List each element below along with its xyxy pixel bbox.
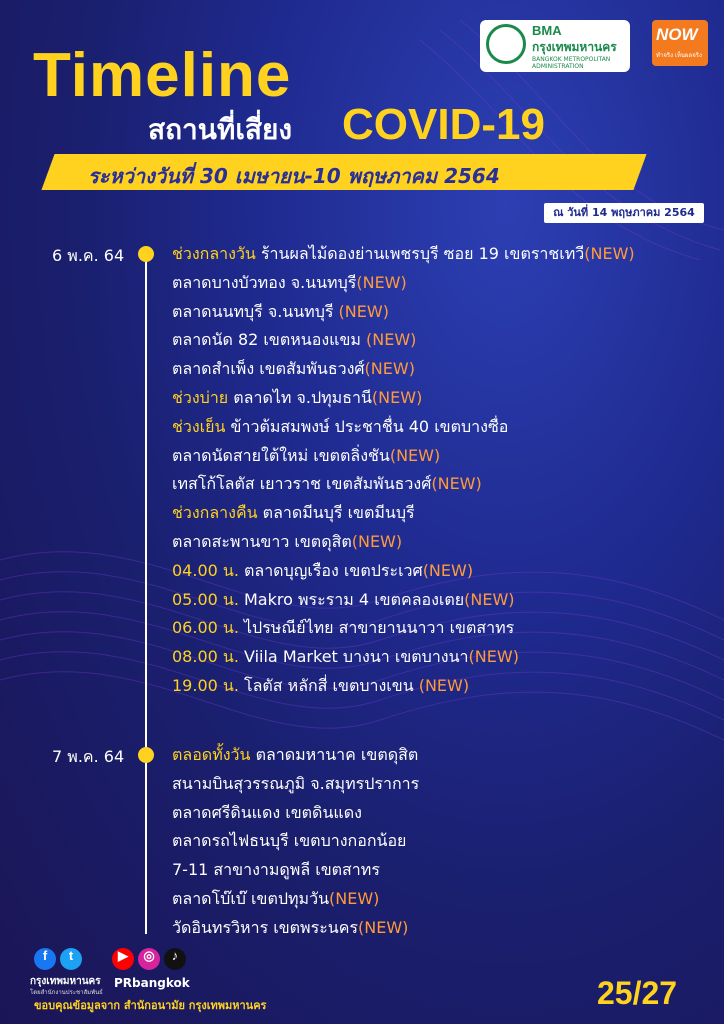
entry-location: ตลาดมีนบุรี เขตมีนบุรี: [262, 503, 415, 523]
timeline-entry: [172, 885, 419, 914]
timeline-entry: [172, 586, 635, 615]
bma-logo-title: BMA: [532, 23, 562, 38]
timeline-entry: [172, 384, 635, 413]
entry-location: เทสโก้โลตัส เยาวราช เขตสัมพันธวงศ์: [172, 474, 432, 494]
timeline-dot-day1: [138, 246, 154, 262]
entry-time-label: 19.00 น.: [172, 675, 244, 695]
entry-location: สนามบินสุวรรณภูมิ จ.สมุทรปราการ: [172, 773, 420, 793]
timeline-entry: [172, 557, 635, 586]
as-of-badge: ณ วันที่ 14 พฤษภาคม 2564: [544, 203, 704, 223]
entry-location: Makro พระราม 4 เขตคลองเตย: [244, 589, 465, 609]
bma-seal-icon: [486, 24, 526, 64]
entry-time-label: 04.00 น.: [172, 560, 244, 580]
entry-new-tag: (NEW): [358, 917, 409, 937]
bma-logo: [480, 20, 630, 72]
entry-new-tag: (NEW): [338, 301, 389, 321]
entry-location: ตลาดนนทบุรี จ.นนทบุรี: [172, 301, 339, 321]
timeline-entry: [172, 741, 419, 770]
entry-location: ตลาดรถไฟธนบุรี เขตบางกอกน้อย: [172, 831, 407, 851]
timeline-dot-day2: [138, 747, 154, 763]
date-label-day1: 6 พ.ค. 64: [52, 246, 125, 265]
entry-time-label: ตลอดทั้งวัน: [172, 745, 256, 764]
entry-location: 7-11 สาขางามดูพลี เขตสาทร: [172, 860, 380, 880]
timeline-entry: [172, 614, 635, 643]
timeline-entry: [172, 413, 635, 442]
entry-time-label: 08.00 น.: [172, 647, 244, 667]
entry-location: ตลาดสะพานขาว เขตดุสิต: [172, 531, 352, 551]
entry-new-tag: (NEW): [422, 560, 474, 580]
timeline-entry: [172, 528, 635, 557]
page-number: 25/27: [597, 975, 678, 1011]
timeline-entry: [172, 914, 419, 943]
entry-location: ตลาดนัดสายใต้ใหม่ เขตตลิ่งชัน: [172, 445, 390, 465]
timeline-entry: [172, 470, 635, 499]
facebook-icon[interactable]: f: [34, 948, 56, 970]
entry-time-label: 06.00 น.: [172, 618, 244, 638]
timeline-entry: [172, 643, 635, 672]
timeline-entry: [172, 355, 635, 384]
timeline-line: [145, 254, 147, 934]
tiktok-icon[interactable]: ♪: [164, 948, 186, 970]
entry-location: ตลาดไท จ.ปทุมธานี: [233, 387, 372, 407]
timeline-entry: [172, 269, 635, 298]
entry-location: ข้าวต้มสมพงษ์ ประชาชื่น 40 เขตบางซื่อ: [230, 416, 509, 436]
entry-new-tag: (NEW): [351, 531, 403, 551]
entry-time-label: ช่วงกลางวัน: [172, 244, 261, 263]
entry-time-label: ช่วงบ่าย: [172, 387, 234, 407]
date-label-day2: 7 พ.ค. 64: [52, 747, 125, 766]
entry-time-label: ช่วงกลางคืน: [172, 503, 263, 523]
entry-new-tag: (NEW): [389, 445, 441, 465]
twitter-icon[interactable]: t: [60, 948, 82, 970]
bma-logo-thai: กรุงเทพมหานคร: [532, 40, 617, 54]
entry-new-tag: (NEW): [584, 244, 635, 263]
entry-location: ตลาดบางบัวทอง จ.นนทบุรี: [172, 272, 357, 292]
entry-location: ตลาดสำเพ็ง เขตสัมพันธวงศ์: [172, 359, 365, 379]
entries-day1: [172, 240, 635, 701]
youtube-icon[interactable]: ▶: [112, 948, 134, 970]
entry-location: ตลาดศรีดินแดง เขตดินแดง: [172, 802, 362, 822]
timeline-entry: [172, 240, 635, 269]
entry-time-label: 05.00 น.: [172, 589, 244, 609]
instagram-icon[interactable]: ◎: [138, 948, 160, 970]
now-logo: [652, 20, 708, 66]
entry-new-tag: (NEW): [329, 888, 380, 908]
entry-location: ตลาดบุญเรือง เขตประเวศ: [244, 560, 423, 580]
entry-new-tag: (NEW): [418, 675, 470, 695]
credit-text: ขอบคุณข้อมูลจาก สำนักอนามัย กรุงเทพมหานคร: [34, 999, 267, 1012]
entry-location: ตลาดโบ๊เบ๊ เขตปทุมวัน: [172, 888, 329, 908]
timeline-entry: [172, 672, 635, 701]
entry-location: ไปรษณีย์ไทย สาขายานนาวา เขตสาทร: [244, 618, 515, 638]
timeline-entry: [172, 799, 419, 828]
entry-new-tag: (NEW): [371, 387, 423, 407]
subtitle-covid: COVID-19: [342, 100, 545, 149]
now-logo-subtitle: ทำจริง เห็นผลจริง: [656, 52, 702, 59]
entry-new-tag: (NEW): [468, 647, 519, 667]
timeline-entry: [172, 442, 635, 471]
timeline-entry: [172, 326, 635, 355]
timeline-entry: [172, 499, 635, 528]
bma-logo-english: BANGKOK METROPOLITAN ADMINISTRATION: [532, 56, 611, 70]
entries-day2: [172, 741, 419, 943]
entry-new-tag: (NEW): [431, 474, 482, 494]
entry-new-tag: (NEW): [366, 330, 417, 350]
social-name-prbangkok: PRbangkok: [114, 976, 190, 990]
timeline-entry: [172, 827, 419, 856]
subtitle-thai: สถานที่เสี่ยง: [148, 113, 293, 146]
now-logo-title: NOW: [656, 25, 698, 44]
social-name-bma: กรุงเทพมหานคร: [30, 976, 101, 987]
entry-location: ร้านผลไม้ดองย่านเพชรบุรี ซอย 19 เขตราชเทวี: [260, 244, 585, 263]
entry-location: Viila Market บางนา เขตบางนา: [244, 647, 469, 667]
entry-location: ตลาดมหานาค เขตดุสิต: [255, 745, 419, 764]
timeline-entry: [172, 856, 419, 885]
date-range-text: ระหว่างวันที่ 30 เมษายน-10 พฤษภาคม 2564: [88, 164, 500, 188]
entry-location: ตลาดนัด 82 เขตหนองแขม: [172, 330, 367, 350]
entry-time-label: ช่วงเย็น: [172, 416, 231, 436]
entry-new-tag: (NEW): [364, 359, 415, 379]
entry-new-tag: (NEW): [464, 589, 515, 609]
timeline-entry: [172, 770, 419, 799]
timeline-entry: [172, 298, 635, 327]
entry-new-tag: (NEW): [356, 272, 407, 292]
page-title: Timeline: [33, 41, 292, 110]
social-sub-bma: โดยสำนักงานประชาสัมพันธ์: [30, 989, 103, 996]
entry-location: วัดอินทรวิหาร เขตพระนคร: [172, 917, 359, 937]
entry-location: โลตัส หลักสี่ เขตบางเขน: [244, 675, 419, 695]
